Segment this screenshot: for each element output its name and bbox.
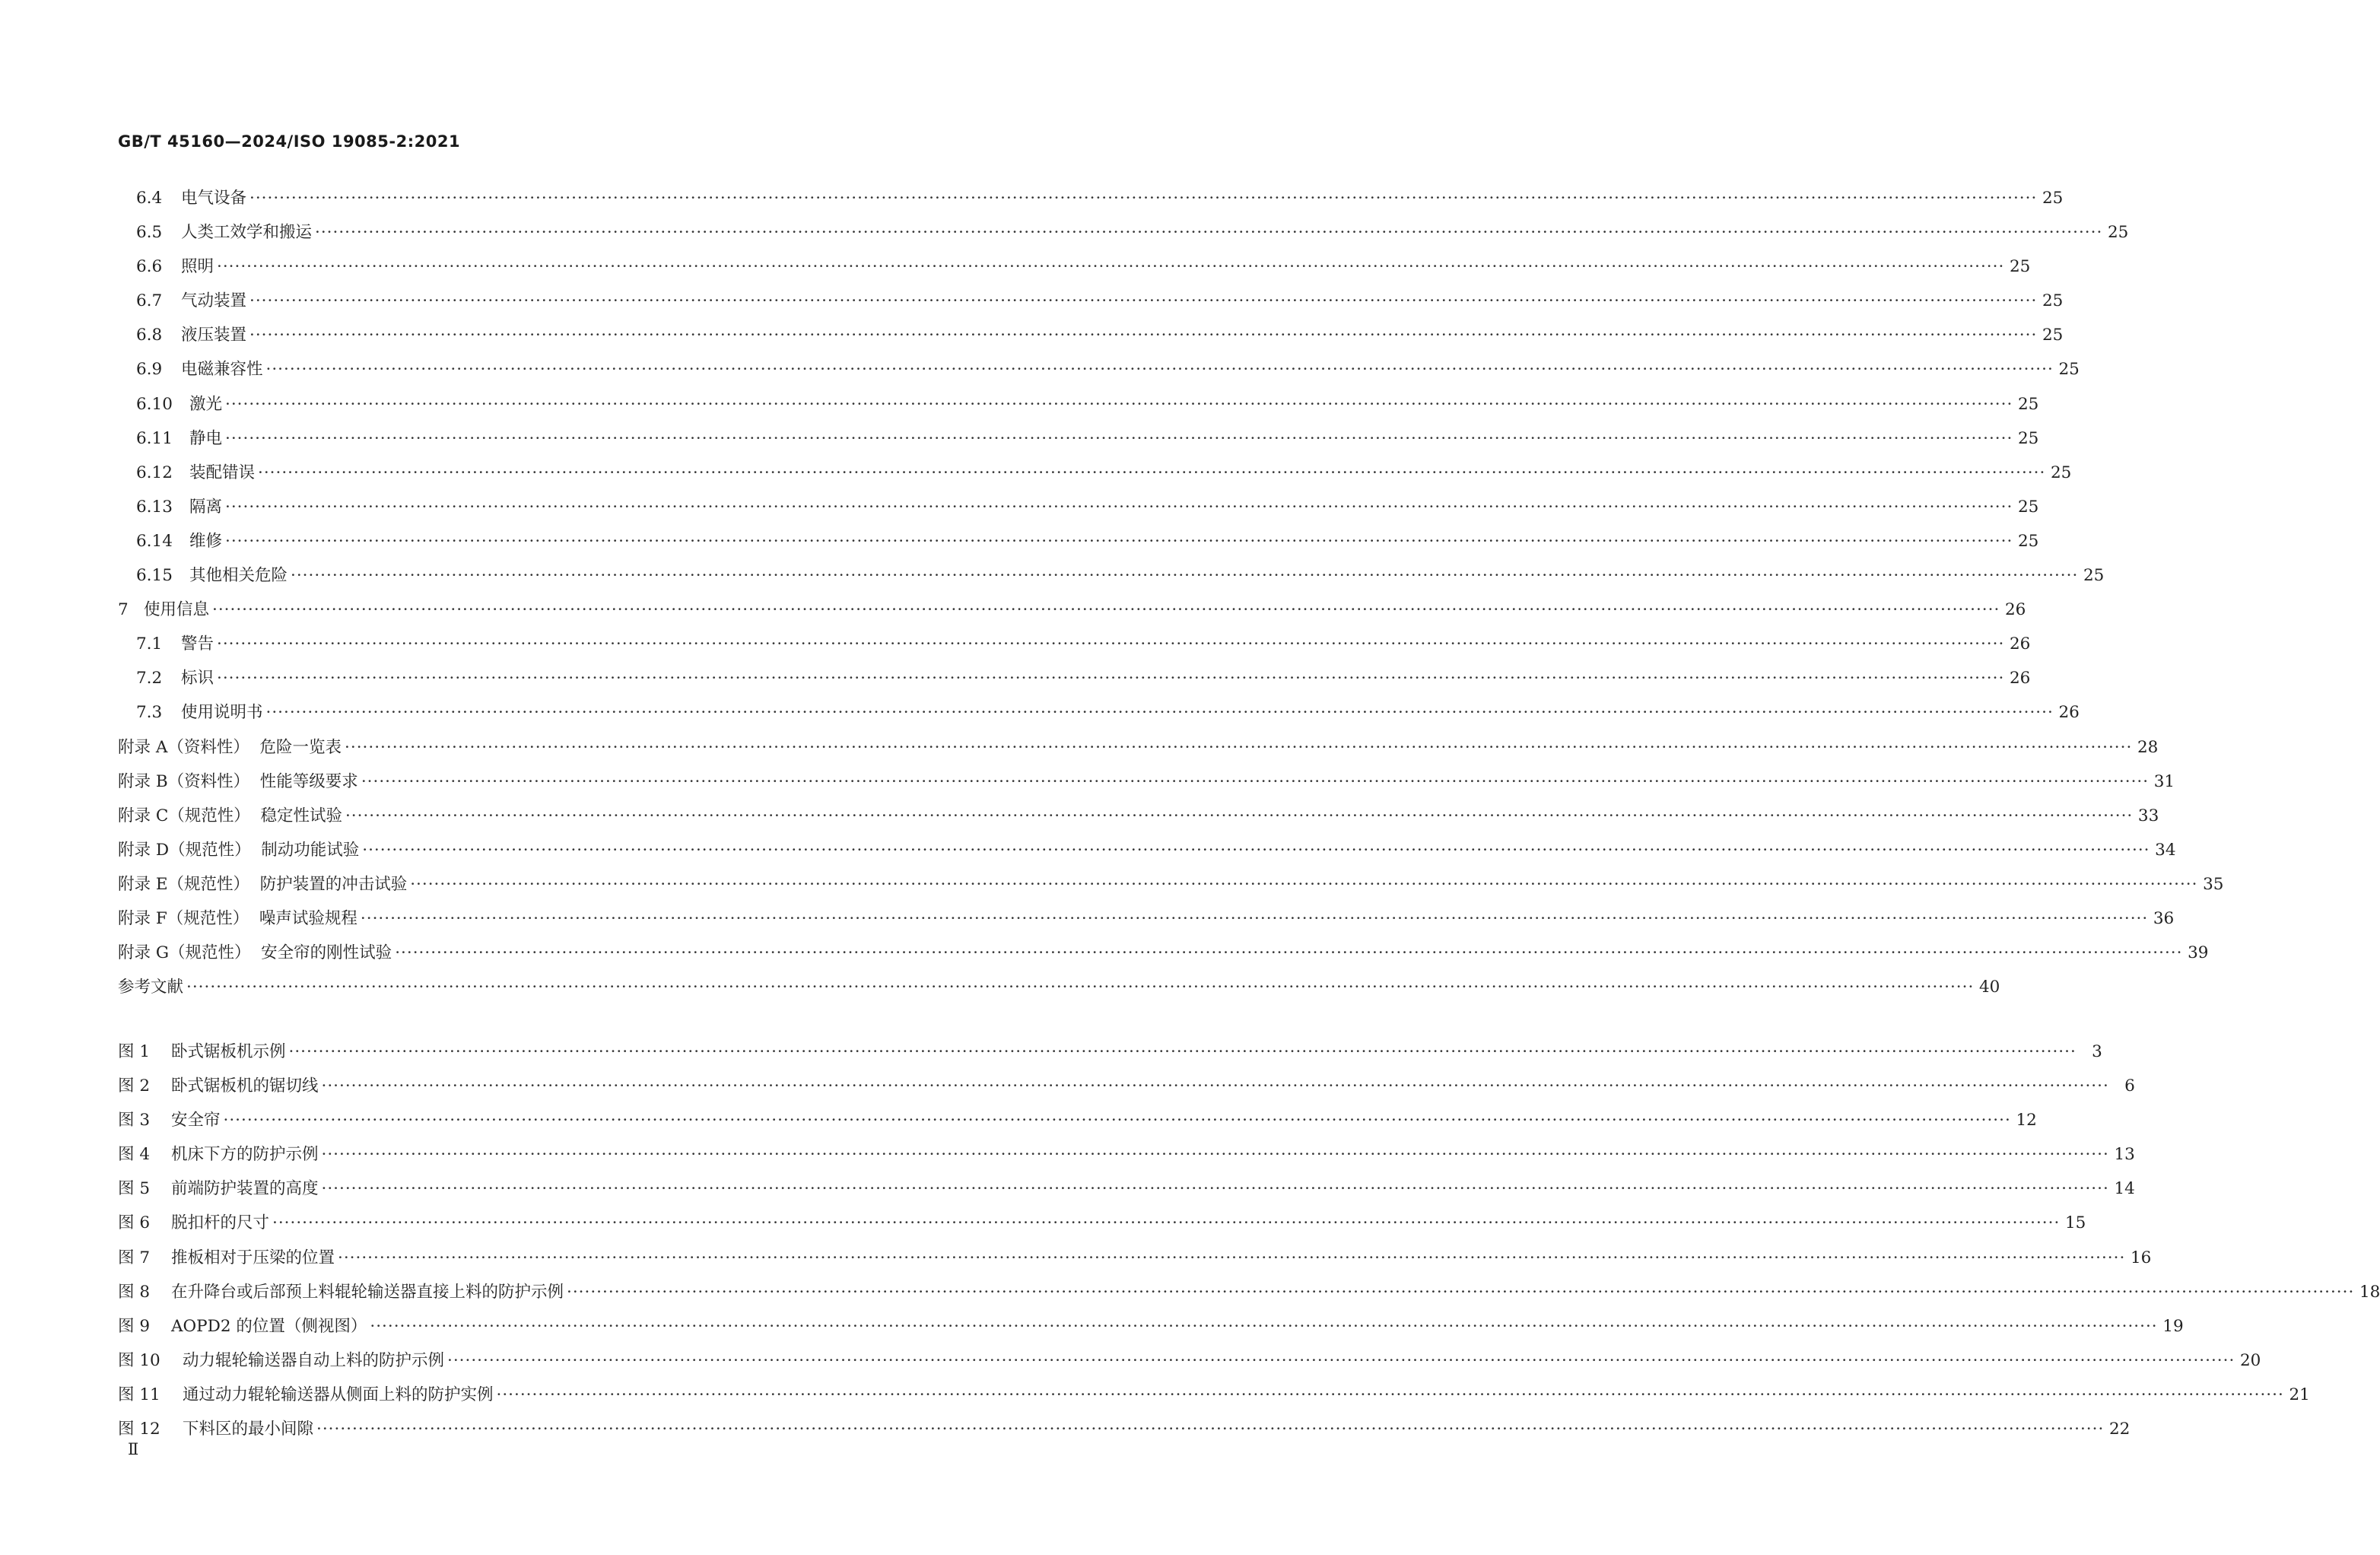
figure-entry-title: 安全帘	[171, 1111, 221, 1130]
toc-entry-title: 附录 F（规范性） 噪声试验规程	[118, 908, 357, 928]
dot-leader: ············································································································································································································································································································	[225, 394, 2013, 414]
toc-entry-title: 附录 A（资料性） 危险一览表	[118, 737, 342, 757]
toc-entry[interactable]	[118, 524, 2039, 558]
toc-entry[interactable]	[118, 799, 2159, 833]
toc-entry-title: 使用说明书	[181, 703, 263, 723]
figure-entry-number: 图 3	[118, 1111, 151, 1130]
toc-entry-page-number: 25	[2083, 566, 2105, 586]
toc-entry-number: 6.11	[136, 428, 173, 448]
dot-leader: ············································································································································································································································································································	[186, 978, 1975, 997]
toc-entry[interactable]	[118, 181, 2064, 215]
toc-entry[interactable]	[118, 867, 2224, 902]
dot-leader: ············································································································································································································································································································	[345, 737, 2133, 757]
toc-entry-page-number: 26	[2004, 600, 2026, 620]
figure-entry-number: 图 11	[118, 1385, 160, 1404]
figure-entry[interactable]	[118, 1378, 2310, 1412]
toc-entry-page-number: 25	[2017, 428, 2039, 448]
toc-entry[interactable]	[118, 284, 2064, 318]
toc-entry-page-number: 25	[2042, 291, 2064, 311]
figure-entry[interactable]	[118, 1206, 2086, 1240]
dot-leader: ············································································································································································································································································································	[249, 291, 2038, 311]
figure-entry-page-number: 20	[2239, 1350, 2261, 1370]
toc-entry-page-number: 25	[2058, 360, 2080, 380]
toc-entry[interactable]	[118, 352, 2080, 386]
dot-leader: ············································································································································································································································································································	[265, 703, 2054, 723]
dot-leader: ············································································································································································································································································································	[249, 189, 2038, 208]
dot-leader: ············································································································································································································································································································	[217, 669, 2005, 688]
toc-entry-title: 附录 G（规范性） 安全帘的刚性试验	[118, 943, 392, 963]
toc-entry-title: 激光	[189, 394, 223, 414]
toc-entry-number: 7.3	[136, 703, 163, 723]
toc-entry-page-number: 25	[2050, 463, 2072, 482]
figure-entry-number: 图 8	[118, 1282, 151, 1302]
toc-entry-title: 标识	[181, 669, 214, 688]
figure-entry-number: 图 10	[118, 1350, 160, 1370]
toc-entry[interactable]	[118, 593, 2026, 627]
figure-entry-page-number: 13	[2114, 1145, 2135, 1165]
figure-entry-title: 在升降台或后部预上料辊轮输送器直接上料的防护示例	[171, 1282, 564, 1302]
figure-entry-number: 图 12	[118, 1420, 160, 1439]
toc-entry-title: 附录 B（资料性） 性能等级要求	[118, 771, 358, 791]
toc-entry-number: 7	[118, 600, 129, 620]
toc-entry[interactable]	[118, 833, 2176, 867]
figure-entry[interactable]	[118, 1103, 2037, 1137]
figure-entry[interactable]	[118, 1309, 2184, 1344]
figure-entry-page-number: 16	[2130, 1248, 2152, 1267]
toc-entry-title: 装配错误	[189, 463, 256, 482]
figure-entry-title: 脱扣杆的尺寸	[171, 1213, 270, 1233]
figure-entry-page-number: 12	[2016, 1111, 2037, 1130]
figure-entry-page-number: 15	[2064, 1213, 2086, 1233]
figure-entry-title: 卧式锯板机示例	[171, 1042, 286, 1061]
toc-entry-title: 参考文献	[118, 978, 184, 997]
dot-leader: ············································································································································································································································································································	[321, 1145, 2109, 1165]
toc-entry-title: 维修	[189, 531, 223, 551]
figure-entry-page-number: 19	[2162, 1316, 2184, 1336]
dot-leader: ············································································································································································································································································································	[338, 1248, 2126, 1267]
toc-entry-number: 6.8	[136, 326, 163, 345]
toc-entry-page-number: 26	[2058, 703, 2080, 723]
toc-entry-page-number: 26	[2009, 634, 2031, 654]
figure-entry-number: 图 7	[118, 1248, 151, 1267]
dot-leader: ············································································································································································································································································································	[316, 1420, 2105, 1439]
dot-leader: ············································································································································································································································································································	[223, 1111, 2011, 1130]
toc-entry[interactable]	[118, 490, 2039, 524]
toc-entry-number: 7.1	[136, 634, 163, 654]
toc-entry[interactable]	[118, 250, 2031, 284]
toc-entry-page-number: 25	[2017, 394, 2039, 414]
dot-leader: ············································································································································································································································································································	[288, 1042, 2077, 1061]
toc-entry-title: 附录 C（规范性） 稳定性试验	[118, 806, 342, 825]
toc-entry-number: 6.12	[136, 463, 173, 482]
toc-entry[interactable]	[118, 765, 2175, 799]
toc-entry-number: 6.13	[136, 497, 173, 517]
toc-entry-page-number: 31	[2153, 771, 2175, 791]
toc-entry-page-number: 25	[2017, 497, 2039, 517]
toc-entry[interactable]	[118, 695, 2080, 730]
toc-entry[interactable]	[118, 936, 2209, 970]
toc-entry-number: 6.6	[136, 257, 163, 277]
dot-leader: ············································································································································································································································································································	[395, 943, 2183, 963]
figure-entry[interactable]	[118, 1412, 2131, 1446]
figure-entry-title: 卧式锯板机的锯切线	[171, 1076, 319, 1096]
toc-entry-page-number: 25	[2009, 257, 2031, 277]
toc-entry-number: 6.5	[136, 223, 163, 243]
toc-entry-number: 6.7	[136, 291, 163, 311]
standard-code-header: GB/T 45160—2024/ISO 19085-2:2021	[118, 132, 461, 151]
toc-entry[interactable]	[118, 902, 2175, 936]
figure-entry-number: 图 6	[118, 1213, 151, 1233]
list-of-figures	[118, 1035, 2380, 1446]
dot-leader: ············································································································································································································································································································	[225, 531, 2013, 551]
toc-entry-number: 6.14	[136, 531, 173, 551]
toc-entry-title: 附录 E（规范性） 防护装置的冲击试验	[118, 874, 408, 894]
dot-leader: ············································································································································································································································································································	[410, 874, 2198, 894]
dot-leader: ············································································································································································································································································································	[321, 1076, 2109, 1096]
figure-entry-title: 下料区的最小间隙	[183, 1420, 314, 1439]
dot-leader: ············································································································································································································································································································	[225, 428, 2013, 448]
figure-entry-number: 图 2	[118, 1076, 151, 1096]
dot-leader: ············································································································································································································································································································	[291, 566, 2079, 586]
table-of-contents	[118, 181, 2224, 1004]
toc-entry[interactable]	[118, 558, 2105, 593]
toc-entry-page-number: 25	[2017, 531, 2039, 551]
toc-entry-title: 静电	[189, 428, 223, 448]
toc-entry[interactable]	[118, 456, 2072, 490]
toc-entry-number: 7.2	[136, 669, 163, 688]
toc-entry-page-number: 34	[2155, 840, 2176, 860]
figure-entry-number: 图 5	[118, 1179, 151, 1199]
figure-entry-number: 图 4	[118, 1145, 151, 1165]
toc-entry-number: 6.10	[136, 394, 173, 414]
figure-entry-page-number: 14	[2114, 1179, 2135, 1199]
toc-entry-page-number: 28	[2137, 737, 2159, 757]
toc-entry-number: 6.4	[136, 189, 163, 208]
figure-entry-number: 图 9	[118, 1316, 151, 1336]
toc-entry-number: 6.15	[136, 566, 173, 586]
toc-entry-page-number: 39	[2188, 943, 2209, 963]
figure-entry-title: 机床下方的防护示例	[171, 1145, 319, 1165]
figure-entry-page-number: 21	[2289, 1385, 2310, 1404]
toc-entry-page-number: 25	[2107, 223, 2129, 243]
dot-leader: ············································································································································································································································································································	[447, 1350, 2235, 1370]
toc-entry-title: 电磁兼容性	[181, 360, 263, 380]
figure-entry-page-number: 3	[2092, 1042, 2102, 1061]
dot-leader: ············································································································································································································································································································	[272, 1213, 2061, 1233]
dot-leader: ············································································································································································································································································································	[212, 600, 2000, 620]
dot-leader: ············································································································································································································································································································	[265, 360, 2054, 380]
toc-entry[interactable]	[118, 661, 2031, 695]
dot-leader: ············································································································································································································································································································	[321, 1179, 2109, 1199]
dot-leader: ············································································································································································································································································································	[370, 1316, 2158, 1336]
toc-entry[interactable]	[118, 730, 2159, 765]
toc-entry-title: 人类工效学和搬运	[181, 223, 313, 243]
dot-leader: ············································································································································································································································································································	[225, 497, 2013, 517]
toc-entry-number: 6.9	[136, 360, 163, 380]
toc-entry-page-number: 40	[1978, 978, 2000, 997]
figure-entry[interactable]	[118, 1241, 2152, 1275]
toc-entry-page-number: 26	[2009, 669, 2031, 688]
figure-entry[interactable]	[118, 1344, 2261, 1378]
dot-leader: ············································································································································································································································································································	[249, 326, 2038, 345]
figure-entry[interactable]	[118, 1035, 2102, 1069]
toc-entry[interactable]	[118, 421, 2039, 456]
figure-entry[interactable]	[118, 1172, 2135, 1206]
dot-leader: ············································································································································································································································································································	[362, 840, 2150, 860]
toc-entry[interactable]	[118, 627, 2031, 661]
figure-entry-title: 动力辊轮输送器自动上料的防护示例	[183, 1350, 445, 1370]
figure-entry[interactable]	[118, 1137, 2135, 1172]
figure-entry-title: 推板相对于压梁的位置	[171, 1248, 335, 1267]
dot-leader: ············································································································································································································································································································	[217, 257, 2005, 277]
dot-leader: ············································································································································································································································································································	[361, 771, 2150, 791]
toc-entry-page-number: 33	[2137, 806, 2159, 825]
toc-entry-title: 隔离	[189, 497, 223, 517]
figure-entry[interactable]	[118, 1069, 2135, 1103]
figure-entry-title: AOPD2 的位置（侧视图）	[171, 1316, 367, 1336]
toc-entry-title: 照明	[181, 257, 214, 277]
toc-entry-title: 其他相关危险	[189, 566, 288, 586]
toc-entry[interactable]	[118, 215, 2129, 250]
figure-entry-page-number: 6	[2124, 1076, 2135, 1096]
figure-entry-page-number: 22	[2108, 1420, 2131, 1439]
figure-entry[interactable]	[118, 1275, 2380, 1309]
toc-entry-title: 气动装置	[181, 291, 247, 311]
figure-entry-title: 通过动力辊轮输送器从侧面上料的防护实例	[183, 1385, 494, 1404]
dot-leader: ············································································································································································································································································································	[217, 634, 2005, 654]
toc-entry-title: 警告	[181, 634, 214, 654]
page-number: Ⅱ	[128, 1440, 139, 1458]
toc-entry-page-number: 36	[2153, 908, 2175, 928]
dot-leader: ············································································································································································································································································································	[567, 1282, 2355, 1302]
toc-entry-title: 电气设备	[181, 189, 247, 208]
dot-leader: ············································································································································································································································································································	[360, 908, 2149, 928]
dot-leader: ············································································································································································································································································································	[496, 1385, 2284, 1404]
toc-entry[interactable]	[118, 318, 2064, 352]
toc-entry-title: 液压装置	[181, 326, 247, 345]
dot-leader: ············································································································································································································································································································	[315, 223, 2103, 243]
toc-entry-title: 使用信息	[144, 600, 210, 620]
dot-leader: ············································································································································································································································································································	[345, 806, 2134, 825]
toc-entry-page-number: 25	[2042, 326, 2064, 345]
figure-entry-number: 图 1	[118, 1042, 151, 1061]
toc-entry-page-number: 25	[2042, 189, 2064, 208]
toc-entry[interactable]	[118, 970, 2000, 1004]
figure-entry-title: 前端防护装置的高度	[171, 1179, 319, 1199]
toc-entry[interactable]	[118, 387, 2039, 421]
dot-leader: ············································································································································································································································································································	[258, 463, 2046, 482]
toc-entry-title: 附录 D（规范性） 制动功能试验	[118, 840, 360, 860]
toc-entry-page-number: 35	[2203, 874, 2224, 894]
figure-entry-page-number: 18	[2359, 1282, 2380, 1302]
